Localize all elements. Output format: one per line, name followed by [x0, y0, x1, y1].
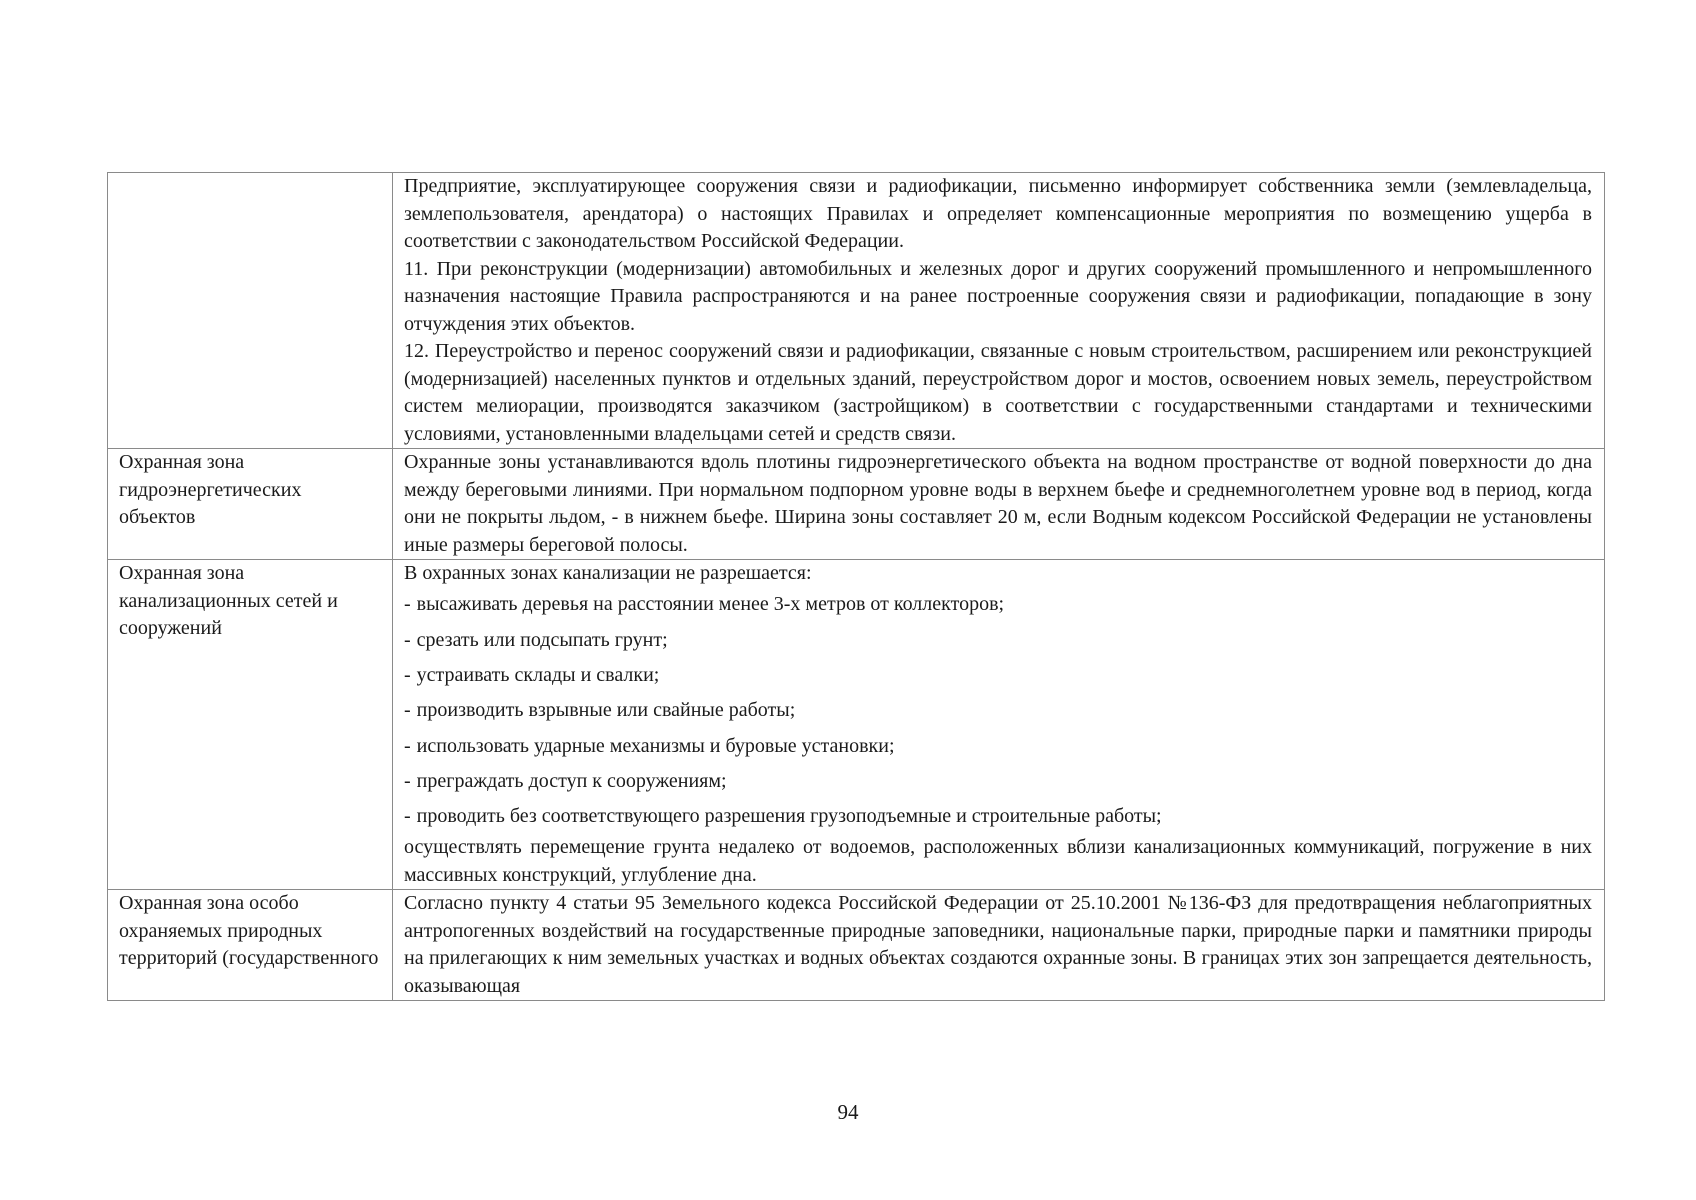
- list-item: - проводить без соответствующего разрешения грузоподъемные и строительные работы;: [404, 805, 1162, 828]
- zone-text-cell: [393, 173, 1605, 449]
- dash-marker: -: [404, 734, 411, 757]
- zone-name-cell: Охранная зона особо охраняемых природных территорий (государственного: [108, 890, 393, 1001]
- zone-text-cell: [393, 449, 1605, 560]
- table-row: [108, 449, 1605, 560]
- list-item: - высаживать деревья на расстоянии менее 3-х метров от коллекторов;: [404, 593, 1005, 616]
- list-item: - преграждать доступ к сооружениям;: [404, 769, 727, 792]
- zone-text-cell: [393, 560, 1605, 890]
- list-item: - использовать ударные механизмы и буровые установки;: [404, 734, 895, 757]
- paragraph: 11. При реконструкции (модернизации) автомобильных и железных дорог и других сооружений промышленного и непромышленного назначения настоящие Правила распространяются и на ранее построенные сооружения связи и радиофикации, попадающие в зону отчуждения этих объектов.: [404, 257, 1592, 335]
- zone-name-cell: Охранная зона гидроэнергетических объектов: [108, 449, 393, 560]
- list-item: - срезать или подсыпать грунт;: [404, 628, 668, 651]
- zone-name-cell: [108, 173, 393, 449]
- paragraph: Охранные зоны устанавливаются вдоль плотины гидроэнергетического объекта на водном пространстве от водной поверхности до дна между береговыми линиями. При нормальном подпорном уровне воды в верхнем бьефе и среднемноголетнем уровне вод в период, когда они не покрыты льдом, - в нижнем бьефе. Ширина зоны составляет 20 м, если Водным кодексом Российской Федерации не установлены иные размеры береговой полосы.: [404, 451, 1592, 556]
- list-item: - производить взрывные или свайные работы;: [404, 699, 796, 722]
- page-number: 94: [837, 1100, 859, 1124]
- dash-marker: -: [404, 805, 411, 828]
- dash-marker: -: [404, 593, 411, 616]
- dash-marker: -: [404, 769, 411, 792]
- list-lead: В охранных зонах канализации не разрешается:: [404, 562, 812, 584]
- paragraph: осуществлять перемещение грунта недалеко от водоемов, расположенных вблизи канализационных коммуникаций, погружение в них массивных конструкций, углубление дна.: [404, 836, 1592, 886]
- paragraph: Предприятие, эксплуатирующее сооружения связи и радиофикации, письменно информирует собственника земли (землевладельца, землепользователя, арендатора) о настоящих Правилах и определяет компенсационные мероприятия по возмещению ущерба в соответствии с законодательством Российской Федерации.: [404, 175, 1592, 252]
- zone-name-cell: Охранная зона канализационных сетей и сооружений: [108, 560, 393, 890]
- dash-marker: -: [404, 663, 411, 686]
- table-row: [108, 890, 1605, 1001]
- paragraph: Согласно пункту 4 статьи 95 Земельного кодекса Российской Федерации от 25.10.2001 №136-ФЗ для предотвращения неблагоприятных антропогенных воздействий на государственные природные заповедники, национальные парки, природные парки и памятники природы на прилегающих к ним земельных участках и водных объектах создаются охранные зоны. В границах этих зон запрещается деятельность, оказывающая: [404, 892, 1592, 997]
- table-row: [108, 173, 1605, 449]
- table-row: [108, 560, 1605, 890]
- dash-marker: -: [404, 628, 411, 651]
- paragraph: 12. Переустройство и перенос сооружений связи и радиофикации, связанные с новым строительством, расширением или реконструкцией (модернизацией) населенных пунктов и отдельных зданий, переустройством дорог и мостов, освоением новых земель, переустройством систем мелиорации, производятся заказчиком (застройщиком) в соответствии с государственными стандартами и техническими условиями, установленными владельцами сетей и средств связи.: [404, 340, 1592, 445]
- dash-marker: -: [404, 699, 411, 722]
- zone-text-cell: [393, 890, 1605, 1001]
- protection-zones-table: [107, 172, 1605, 1001]
- list-item: - устраивать склады и свалки;: [404, 663, 660, 686]
